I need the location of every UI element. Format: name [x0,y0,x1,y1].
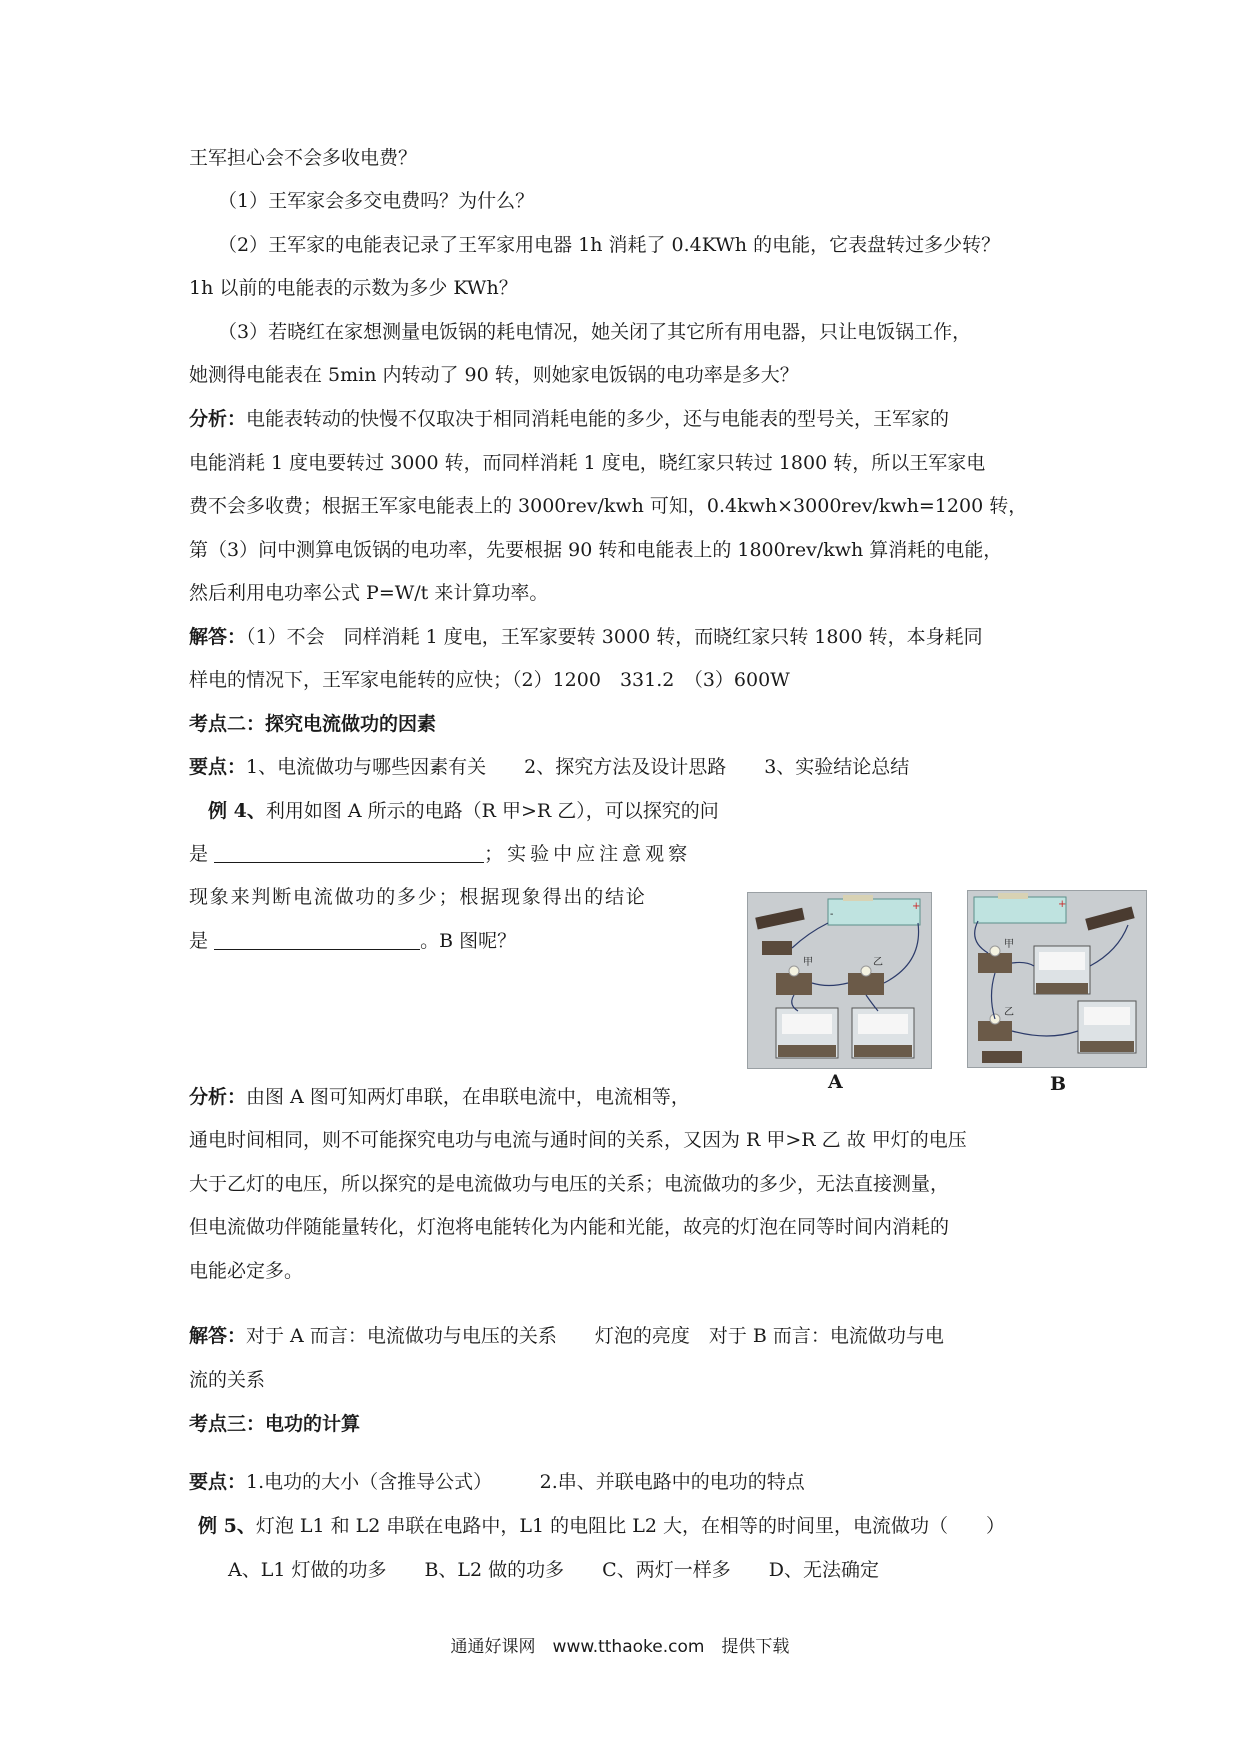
answer-text: （1）不会 同样消耗 1 度电，王军家要转 3000 转，而晓红家只转 1800 转，本身耗同 [246,626,983,648]
example-4-label: 例 4、 [208,800,266,822]
text-line: 第（3）问中测算电饭锅的电功率，先要根据 90 转和电能表上的 1800rev/kwh 算消耗的电能， [189,539,1003,561]
section-heading-2: 考点二：探究电流做功的因素 [189,713,437,735]
text-line: 王军担心会不会多收电费？ [189,147,418,169]
key-points-text: 1、电流做功与哪些因素有关 2、探究方法及设计思路 3、实验结论总结 [246,756,910,778]
analysis-label: 分析： [189,408,247,430]
analysis-text: 由图 A 图可知两灯串联，在串联电流中，电流相等， [246,1086,690,1108]
fill-line-2: 是 。B 图呢？ [189,930,517,952]
svg-text:乙: 乙 [1004,1007,1014,1018]
answer-blank-1[interactable] [214,842,484,863]
page-footer: 通通好课网 www.tthaoke.com 提供下载 [450,1637,790,1657]
text-line: 大于乙灯的电压，所以探究的是电流做功与电压的关系；电流做功的多少，无法直接测量， [189,1173,950,1195]
text-line: 流的关系 [189,1369,266,1391]
circuit-a-icon [748,893,931,1068]
answer-blank-2[interactable] [214,929,420,950]
key-points-3 [189,1469,805,1495]
example-4 [208,798,719,824]
svg-text:+: + [1058,899,1067,910]
circuit-b-icon [968,891,1146,1067]
text-line: 电能必定多。 [189,1260,304,1282]
answer-text: 对于 A 而言：电流做功与电压的关系 灯泡的亮度 对于 B 而言：电流做功与电 [246,1325,944,1347]
text-line: 然后利用电功率公式 P=W/t 来计算功率。 [189,582,549,604]
figure-b-photo [967,890,1147,1068]
question-1: （1）王军家会多交电费吗？为什么？ [218,190,535,212]
text-line: 电能消耗 1 度电要转过 3000 转，而同样消耗 1 度电，晓红家只转过 1800 转，所以王军家电 [189,452,986,474]
text-line: 她测得电能表在 5min 内转动了 90 转，则她家电饭锅的电功率是多大？ [189,364,799,386]
analysis-text: 电能表转动的快慢不仅取决于相同消耗电能的多少，还与电能表的型号关，王军家的 [246,408,950,430]
example-5-text: 灯泡 L1 和 L2 串联在电路中，L1 的电阻比 L2 大，在相等的时间里，电流做功（ ） [255,1515,1005,1537]
figure-b-label: B [1050,1073,1067,1095]
figure-a-photo [747,892,932,1069]
text-line: 现象来判断电流做功的多少；根据现象得出的结论 [189,886,647,908]
analysis-label: 分析： [189,1086,247,1108]
text-line: 1h 以前的电能表的示数为多少 KWh？ [189,277,518,299]
svg-text:甲: 甲 [1004,939,1014,950]
answer-paragraph-2 [189,1323,944,1349]
key-points-label: 要点： [189,1471,247,1493]
text-line: 但电流做功伴随能量转化，灯泡将电能转化为内能和光能，故亮的灯泡在同等时间内消耗的 [189,1216,950,1238]
example-5-label: 例 5、 [198,1515,256,1537]
answer-paragraph [189,624,983,650]
example-5 [198,1513,1005,1539]
analysis-paragraph-2 [189,1084,690,1110]
answer-label: 解答： [189,1325,247,1347]
key-points-text: 1.电功的大小（含推导公式） 2.串、并联电路中的电功的特点 [246,1471,805,1493]
fill-line-1: 是 ；实验中应注意观察 [189,843,692,865]
text-line: 样电的情况下，王军家电能转的应快；（2）1200 331.2 （3）600W [189,669,790,691]
example-5-options: A、L1 灯做的功多 B、L2 做的功多 C、两灯一样多 D、无法确定 [228,1559,879,1581]
svg-text:乙: 乙 [873,957,883,968]
key-points-label: 要点： [189,756,247,778]
svg-text:-: - [830,909,834,920]
svg-text:甲: 甲 [803,957,813,968]
section-heading-3: 考点三：电功的计算 [189,1413,361,1435]
question-3: （3）若晓红在家想测量电饭锅的耗电情况，她关闭了其它所有用电器，只让电饭锅工作， [218,321,972,343]
text-line: 费不会多收费；根据王军家电能表上的 3000rev/kwh 可知，0.4kwh×3000rev/kwh=1200 转， [189,495,1028,517]
svg-text:+: + [912,901,921,912]
text-line: 通电时间相同，则不可能探究电功与电流与通时间的关系，又因为 R 甲>R 乙 故 甲灯的电压 [189,1129,967,1151]
example-4-text: 利用如图 A 所示的电路（R 甲>R 乙），可以探究的问 [265,800,719,822]
question-2: （2）王军家的电能表记录了王军家用电器 1h 消耗了 0.4KWh 的电能，它表盘转过多少转？ [218,234,1001,256]
key-points-2 [189,754,909,780]
answer-label: 解答： [189,626,247,648]
figure-a-label: A [828,1071,843,1093]
analysis-paragraph [189,406,949,432]
